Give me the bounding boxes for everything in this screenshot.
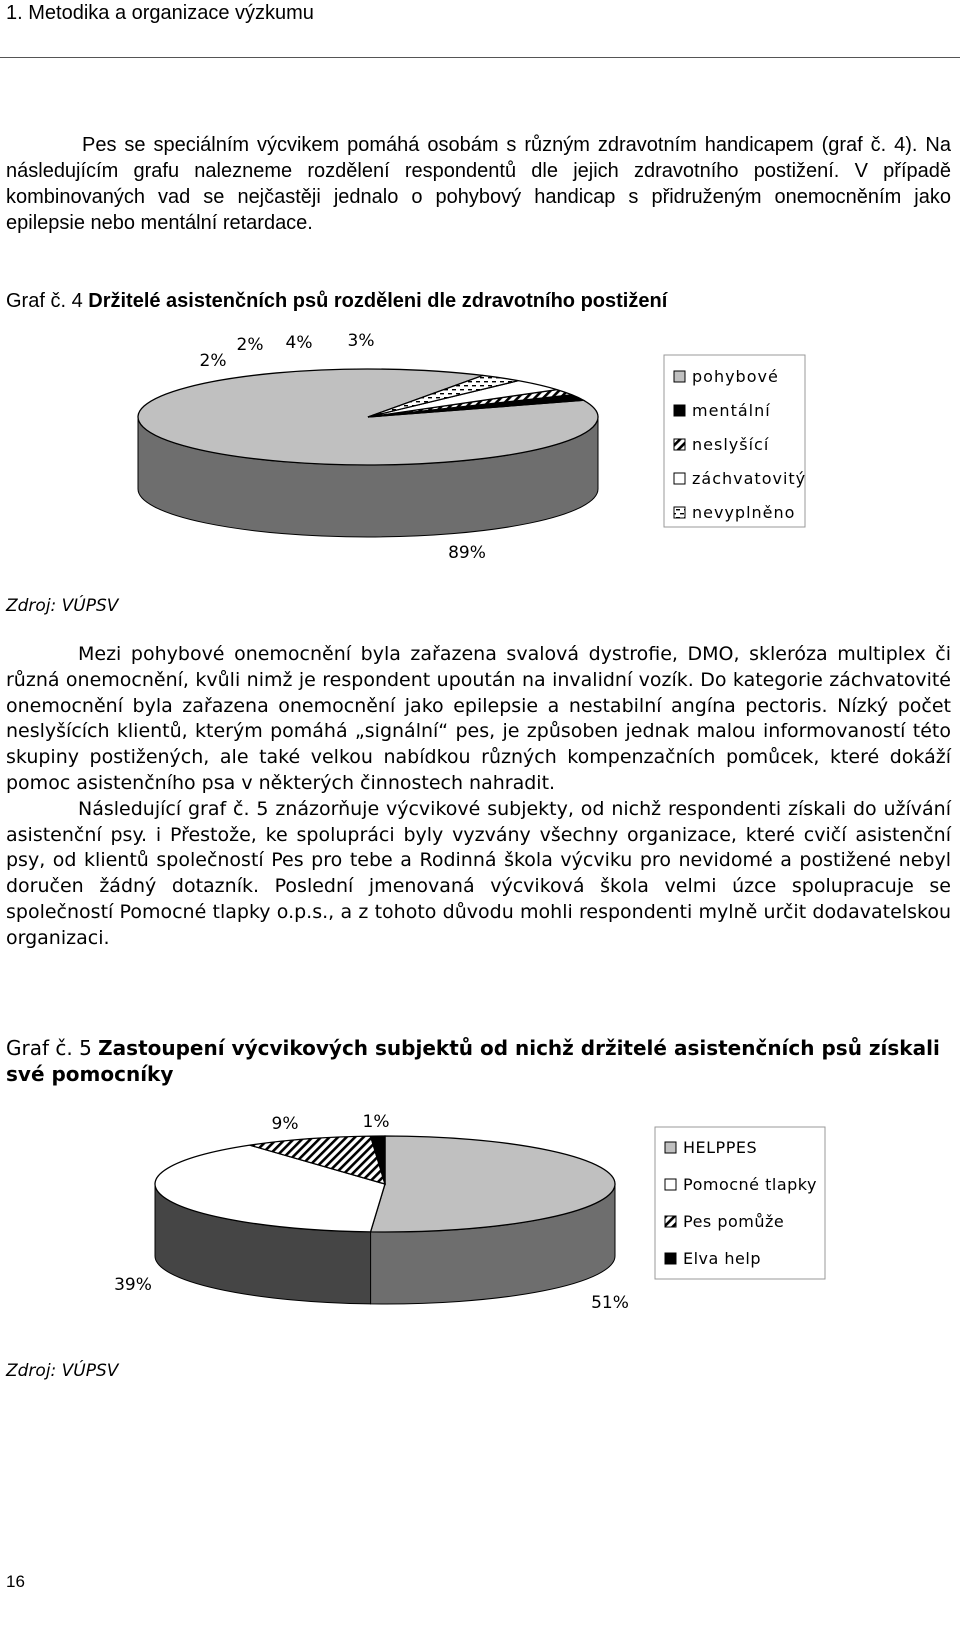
intro-paragraph bbox=[6, 132, 951, 236]
legend-label-zachvatovity: záchvatovitý bbox=[692, 469, 807, 488]
header-rule bbox=[0, 57, 960, 58]
intro-text: Pes se speciálním výcvikem pomáhá osobám s různým zdravotním handicapem (graf č. 4). Na následujícím grafu nalezneme rozdělení respondentů dle jejich zdravotního postižení. V případě kombinovaných vad se nejčastěji jednalo o pohybový handicap s přidruženým onemocněním jako epilepsie nebo mentální retardace. bbox=[6, 134, 951, 234]
legend-label-neslysici: neslyšící bbox=[692, 435, 770, 454]
chart4-caption bbox=[6, 290, 667, 313]
chart4-caption-title: Držitelé asistenčních psů rozděleni dle zdravotního postižení bbox=[88, 290, 668, 312]
data-label-mentalni: 2% bbox=[199, 351, 227, 371]
chart5-caption-title: Zastoupení výcvikových subjektů od nichž držitelé asistenčních psů získali své pomocníky bbox=[6, 1036, 940, 1086]
legend-label-mentalni: mentální bbox=[692, 401, 771, 420]
legend-swatch-nevyplneno bbox=[674, 507, 685, 518]
chart5-source: Zdroj: VÚPSV bbox=[6, 1361, 119, 1381]
legend-label-helppes: HELPPES bbox=[683, 1138, 758, 1157]
data-label-neslysici: 2% bbox=[236, 335, 264, 355]
body-paragraph-2-text: Následující graf č. 5 znázorňuje výcvikové subjekty, od nichž respondenti získali do užívání asistenční psy. i Přestože, ke spolupráci byly vyzvány všechny organizace, které cvičí asistenční psy, od klientů společností Pes pro tebe a Rodinná škola výcviku pro nevidomé a postižené nebyl doručen žádný dotazník. Poslední jmenovaná výcviková škola velmi úzce spolupracuje se společností Pomocné tlapky o.p.s., a z tohoto důvodu mohli respondenti mylně určit dodavatelskou organizaci. bbox=[6, 797, 951, 949]
chart5-pie bbox=[0, 1100, 960, 1340]
legend-label-elva-help: Elva help bbox=[683, 1249, 761, 1268]
legend-label-pes-pomuze: Pes pomůže bbox=[683, 1212, 785, 1231]
data-label-elva-help: 1% bbox=[362, 1112, 390, 1132]
data-label-nevyplneno: 3% bbox=[347, 331, 375, 351]
legend-swatch-neslysici bbox=[674, 439, 685, 450]
chapter-header: 1. Metodika a organizace výzkumu bbox=[6, 2, 314, 24]
legend-label-pomocne-tlapky: Pomocné tlapky bbox=[683, 1175, 817, 1194]
legend-swatch-zachvatovity bbox=[674, 473, 685, 484]
legend-swatch-mentalni bbox=[674, 405, 685, 416]
data-label-helppes: 51% bbox=[591, 1293, 629, 1313]
legend-swatch-pomocne-tlapky bbox=[665, 1179, 676, 1190]
chart4-caption-prefix: Graf č. 4 bbox=[6, 290, 89, 312]
body-text bbox=[6, 642, 951, 952]
chart5-caption-prefix: Graf č. 5 bbox=[6, 1036, 99, 1060]
legend-swatch-pohybove bbox=[674, 371, 685, 382]
body-paragraph-1 bbox=[6, 642, 951, 797]
legend-label-nevyplneno: nevyplněno bbox=[692, 503, 796, 522]
page-number: 16 bbox=[6, 1572, 25, 1591]
body-paragraph-1-text: Mezi pohybové onemocnění byla zařazena svalová dystrofie, DMO, skleróza multiplex či různá onemocnění, kvůli nimž je respondent upoután na invalidní vozík. Do kategorie záchvatovité onemocnění byla zařazena onemocnění jako epilepsie a nestabilní angína pectoris. Nízký počet neslyšících klientů, kterým pomáhá „signální“ pes, je způsoben jednak malou informovaností této skupiny postižených, ale také velkou nabídkou různých kompenzačních pomůcek, které dokáží pomoc asistenčního psa v některých činnostech nahradit. bbox=[6, 643, 951, 794]
chart4-source: Zdroj: VÚPSV bbox=[6, 596, 119, 616]
chart4-pie bbox=[0, 320, 960, 580]
data-label-pohybove: 89% bbox=[448, 543, 486, 563]
legend-swatch-elva-help bbox=[665, 1253, 676, 1264]
legend-label-pohybove: pohybové bbox=[692, 367, 779, 386]
legend-swatch-helppes bbox=[665, 1142, 676, 1153]
data-label-zachvatovity: 4% bbox=[285, 333, 313, 353]
data-label-pes-pomuze: 9% bbox=[271, 1114, 299, 1134]
body-paragraph-2 bbox=[6, 797, 951, 952]
data-label-pomocne-tlapky: 39% bbox=[114, 1275, 152, 1295]
chart5-caption bbox=[6, 1035, 951, 1087]
legend-swatch-pes-pomuze bbox=[665, 1216, 676, 1227]
